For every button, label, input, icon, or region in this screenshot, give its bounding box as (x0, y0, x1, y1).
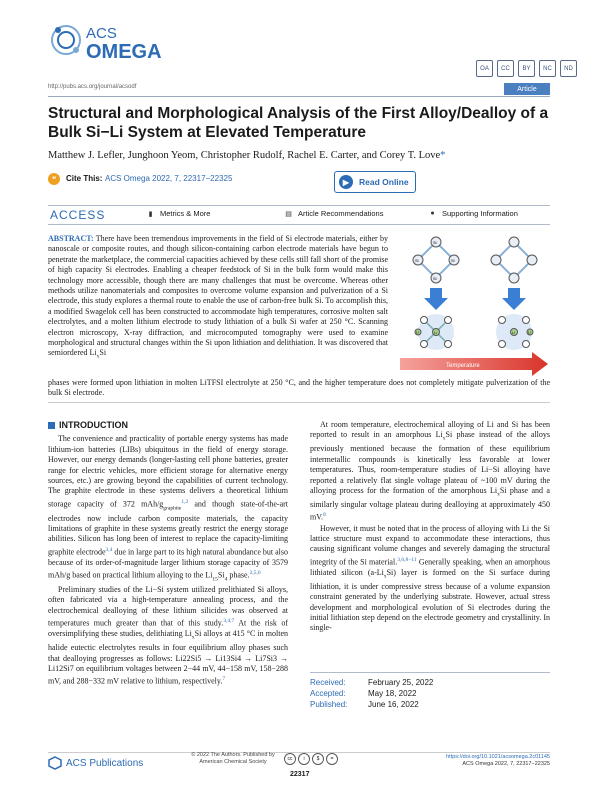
bar-chart-icon: ▮ (148, 210, 153, 218)
cite-label: Cite This: (66, 174, 103, 183)
cc-license-icons (284, 753, 338, 765)
copyright-notice: © 2022 The Authors. Published by American Chemical Society (191, 752, 275, 765)
journal-logo (48, 18, 198, 66)
supporting-info-label: Supporting Information (442, 209, 518, 218)
read-online-icon: ▶ (339, 175, 353, 189)
date-published: Published: June 16, 2022 (310, 700, 419, 709)
supporting-info-link[interactable] (428, 209, 518, 218)
open-access-icon: OA (476, 60, 493, 77)
temperature-arrow-icon (400, 352, 548, 376)
document-icon: ▤ (285, 210, 292, 218)
metrics-link[interactable] (146, 209, 210, 218)
toc-label-si-4: Si (433, 276, 437, 281)
doi-link[interactable]: https://doi.org/10.1021/acsomega.2c01145 (446, 754, 550, 760)
abstract-continued: phases were formed upon lithiation in molten LiTFSI electrolyte at 250 °C, and the higher temperature does not completely mitigate pulverization of the bulk Si electrode. (48, 378, 550, 398)
abstract-sub-x: x (96, 354, 100, 361)
read-online-label: Read Online (359, 177, 409, 187)
ref-link[interactable]: 1,2 (181, 498, 189, 505)
recommendations-label: Article Recommendations (298, 209, 384, 218)
abstract-divider (48, 402, 550, 403)
article-title: Structural and Morphological Analysis of the First Alloy/Dealloy of a Bulk Si−Li System at Elevated Temperature (48, 105, 549, 141)
intro-paragraph-2: Preliminary studies of the Li−Si system utilized prelithiated Si alloys, often fabricated via a high-temperature annealing process, and the electrochemical dealloying of these lithium silicides was observed at temperatures much greater than that of this study.$^{3,4,7}$ At the risk of oversimplifying these studies, delithiating $Li_xSi$ alloys at 415 °C in molten halide eutectic electrolytes results in four equilibrium alloy phases such that dealloying progresses as follows: Li22Si5 → Li13Si4 → Li7Si3 → Li12Si7 on equilibrium voltages between 2−44 mV, 44−158 mV, 158−288 mV, and 288−332 mV relative to lithium, respectively.$^7$ (48, 584, 289, 686)
si-lattice-1 (413, 237, 459, 283)
introduction-heading (48, 420, 288, 430)
cite-link[interactable]: ACS Omega 2022, 7, 22317−22325 (105, 174, 233, 183)
toc-label-si-1: Si (433, 240, 437, 245)
logo-line2: OMEGA (86, 41, 162, 63)
lithiated-lattice-1 (415, 314, 454, 350)
cc-icon: CC (497, 60, 514, 77)
logo-line1: ACS (86, 25, 117, 42)
author-list (48, 150, 558, 161)
abstract-label: ABSTRACT: (48, 234, 94, 243)
toc-label-li-1: Li (434, 331, 437, 335)
temperature-label: Temperature (446, 363, 480, 369)
nd-icon: ND (560, 60, 577, 77)
intro-paragraph-4: However, it must be noted that in the process of alloying with Li the Si lattice structure must expand to accommodate these interactions, thus causing significant volume changes and severely damaging the structural integrity of the Si material.$^{3,6,8-11}$ Generally speaking, when an amorphous lithiated silicon $(a-Li_xSi)$ layer is formed on the Si surface during lithiation, it is under compressive stress because of a volume expansion constraint generated by the underlying substrate. However, actual stress development and morphological evolution of Si electrodes during the initial lithiation step depend on the electrode geometry and crystallinity. In single- (310, 523, 551, 633)
body-right-column (310, 420, 550, 634)
ref-link[interactable]: 3,4 (105, 546, 113, 553)
authors-text: Matthew J. Lefler, Junghoon Yeom, Christopher Rudolf, Rachel E. Carter, and Corey T. Love (48, 150, 441, 161)
intro-paragraph-1: The convenience and practicality of portable energy systems has made lithium-ion batteries (LIBs) ubiquitous in the field of energy storage. However, our energy demands (longer-lasting cell phone batteries, greater range for electric vehicles, more efficient storage for alternative energy sources, etc.) are growing beyond the capabilities of current technology. The graphite electrode in these systems delivers a theoretical lithium storage capacity of 372 mAh/$g_{graphite}^{1,2}$ and though state-of-the-art electrodes now include carbon composite materials, the capacity limitations of graphite in these systems greatly restrict the energy storage abilities. Silicon has long been of interest to replace the capacity-limiting graphite electrode$^{3,4}$ due in large part to its high natural abundance but also because of its order-of-magnitude larger lithium storage capacity of 3579 mAh/g based on practical lithium alloying to the $Li_{15}Si_4$ phase.$^{2,5,6}$ (48, 434, 289, 583)
logo-mark-icon (52, 26, 80, 54)
cite-row (48, 171, 550, 193)
nc-icon: NC (539, 60, 556, 77)
acs-hexagon-icon (48, 756, 62, 770)
down-arrow-icon (424, 288, 526, 310)
nd-icon: = (326, 753, 338, 765)
toc-label-li-2: Li (416, 330, 419, 335)
acs-publications-logo[interactable] (48, 756, 143, 770)
cite-icon: ❝ (48, 173, 60, 185)
toc-label-li-4: Li (528, 330, 531, 335)
toc-graphic (396, 232, 550, 378)
lithiated-lattice-2 (496, 314, 533, 350)
by-icon: BY (518, 60, 535, 77)
recommendations-link[interactable] (284, 209, 383, 218)
license-badges (476, 60, 577, 77)
access-label: ACCESS (50, 208, 106, 222)
journal-url[interactable]: http://pubs.acs.org/journal/acsodf (48, 84, 137, 90)
ref-link[interactable]: 3,4,7 (223, 618, 235, 625)
toc-label-si-2: Si (451, 258, 455, 263)
abstract-text-2: Si (99, 348, 107, 358)
header-divider (48, 96, 550, 97)
date-received: Received: February 25, 2022 (310, 678, 434, 687)
body-left-column (48, 420, 288, 687)
nc-icon: $ (312, 753, 324, 765)
supporting-info-icon: ● (430, 210, 435, 217)
ref-link[interactable]: 3,6,8−11 (397, 556, 417, 563)
toc-label-li-3: Li (512, 331, 515, 335)
page-number: 22317 (290, 771, 310, 778)
publication-dates (310, 672, 550, 710)
abstract (48, 234, 388, 362)
ref-link[interactable]: 8 (322, 512, 326, 519)
corresponding-author-star[interactable]: * (440, 150, 446, 161)
introduction-heading-text: INTRODUCTION (59, 420, 128, 430)
by-icon: i (298, 753, 310, 765)
publisher-name: ACS Publications (66, 757, 144, 769)
ref-link[interactable]: 2,5,6 (249, 570, 261, 577)
article-type-tag: Article (504, 83, 550, 95)
date-accepted: Accepted: May 18, 2022 (310, 689, 417, 698)
footer-citation: ACS Omega 2022, 7, 22317−22325 (462, 761, 550, 767)
si-lattice-2 (491, 237, 537, 283)
metrics-label: Metrics & More (160, 209, 211, 218)
cc-icon: cc (284, 753, 296, 765)
access-bar (48, 205, 550, 225)
ref-link[interactable]: 7 (222, 676, 226, 683)
toc-label-si-3: Si (415, 258, 419, 263)
read-online-button[interactable] (334, 171, 416, 193)
intro-paragraph-3: At room temperature, electrochemical alloying of Li and Si has been reported to result in an amorphous $Li_xSi$ phase instead of the alloys previously mentioned because the formation of these equilibrium intermetallic compounds is kinetically less favorable at lower temperatures. Thus, room-temperature studies of Li−Si alloying have reported a relatively flat single voltage plateau of ~100 mV during the alloying process for the formation of the amorphous $Li_xSi$ phase and a similarly singular voltage plateau during dealloying at approximately 450 mV.$^8$ (310, 420, 551, 523)
section-square-icon (48, 422, 55, 429)
abstract-text-1: There have been tremendous improvements in the field of Si electrode materials, either by nanoscale or composite routes, and though silicon-containing carbon electrode materials have begun to penetrate the marketplace, the commercial capacities achieved by these cells still fall short of the promise of high capacity Si electrodes. Enabling a cheaper feedstock of Si in the bulk form would make this technology more accessible, though there are many challenges that must be overcome. Whereas other methods utilize nanomaterials and composites to overcome volume expansion and pulverization of a Si electrode, this study explores a thermal route to enable the use of carbon-free bulk Si. To accomplish this, a modified Swagelok cell has been constructed to accommodate high temperatures, corrosive molten salt electrolytes, and a molten lithium electrode to study lithiation of a bulk Si wafer at 250 °C. Scanning electron microscopy, X-ray diffraction, and microcomputed tomography were used to examine morphological and structural changes within the Si upon lithiation and delithiation. It was discovered that semiordered Li (48, 234, 388, 358)
